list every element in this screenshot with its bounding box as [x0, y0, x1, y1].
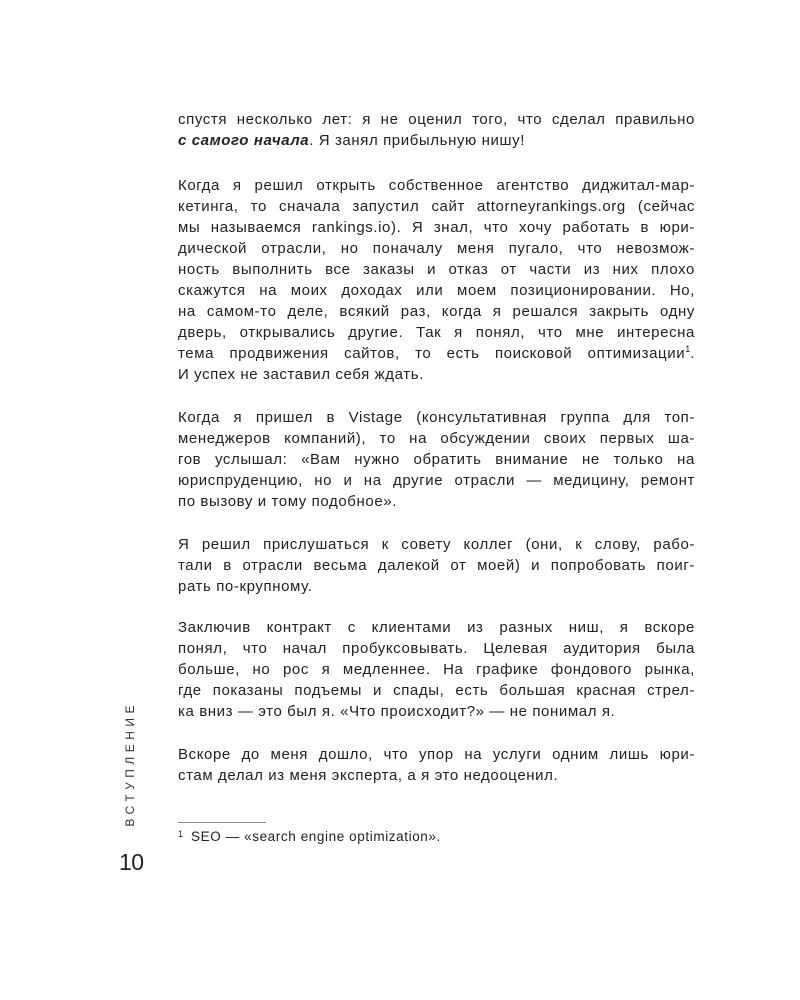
emphasis-text: с самого начала [178, 132, 310, 149]
text-line: ность выполнить все заказы и отказ от части из них плохо [178, 261, 695, 278]
text-line: скажутся на моих доходах или моем позиционировании. Но, [178, 282, 695, 299]
text-line [178, 130, 695, 151]
page-number: 10 [119, 849, 144, 875]
text-line: кетинга, то сначала запустил сайт attorneyrankings.org (сейчас [178, 198, 695, 215]
text-line: И успех не заставил себя ждать. [178, 366, 424, 383]
text-fragment: . [690, 345, 695, 362]
text-line: мы называемся rankings.io). Я знал, что хочу работать в юри- [178, 219, 695, 236]
text-line: ка вниз — это был я. «Что происходит?» — не понимал я. [178, 703, 616, 720]
text-line: гов услышал: «Вам нужно обратить внимание не только на [178, 451, 695, 468]
text-line: рать по-крупному. [178, 578, 313, 595]
text-line: по вызову и тому подобное». [178, 493, 397, 510]
section-label: ВСТУПЛЕНИЕ [123, 700, 137, 827]
text-line: Я решил прислушаться к совету коллег (они, к слову, рабо- [178, 536, 695, 553]
text-line: дверь, открывались другие. Так я понял, что мне интересна [178, 324, 695, 341]
text-line: дической отрасли, но поначалу меня пугало, что невозмож- [178, 240, 695, 257]
footnote-divider [178, 822, 266, 823]
text-line: тали в отрасли весьма далекой от моей) и попробовать поиг- [178, 557, 695, 574]
text-line: Когда я пришел в Vistage (консультативная группа для топ- [178, 409, 695, 426]
text-line: на самом-то деле, всякий раз, когда я решался закрыть одну [178, 303, 695, 320]
text-line: Когда я решил открыть собственное агентство диджитал-мар- [178, 177, 695, 194]
text-line: стам делал из меня эксперта, а я это недооценил. [178, 767, 559, 784]
text-line: понял, что начал пробуксовывать. Целевая аудитория была [178, 640, 695, 657]
text-line: менеджеров компаний), то на обсуждении своих первых ша- [178, 430, 695, 447]
paragraph [178, 744, 695, 786]
paragraph [178, 109, 695, 151]
text-line [178, 343, 695, 364]
text-fragment: . Я занял прибыльную нишу! [309, 132, 526, 149]
text-line: где показаны подъемы и спады, есть большая красная стрел- [178, 682, 695, 699]
footnote-ref: 1 [685, 344, 691, 354]
footnote [178, 828, 441, 846]
text-line: Вскоре до меня дошло, что упор на услуги одним лишь юри- [178, 746, 695, 763]
text-line: спустя несколько лет: я не оценил того, что сделал правильно [178, 111, 695, 128]
body-text [178, 109, 695, 786]
footnote-text: SEO — «search engine optimization». [191, 829, 441, 844]
paragraph [178, 534, 695, 597]
text-fragment: тема продвижения сайтов, то есть поисковой оптимизации [178, 345, 686, 362]
footnote-marker: 1 [178, 829, 184, 839]
text-line: юриспруденцию, но и на другие отрасли — медицину, ремонт [178, 472, 695, 489]
paragraph [178, 617, 695, 722]
text-line: больше, но рос я медленнее. На графике фондового рынка, [178, 661, 695, 678]
paragraph [178, 407, 695, 512]
text-line: Заключив контракт с клиентами из разных ниш, я вскоре [178, 619, 695, 636]
paragraph [178, 175, 695, 385]
